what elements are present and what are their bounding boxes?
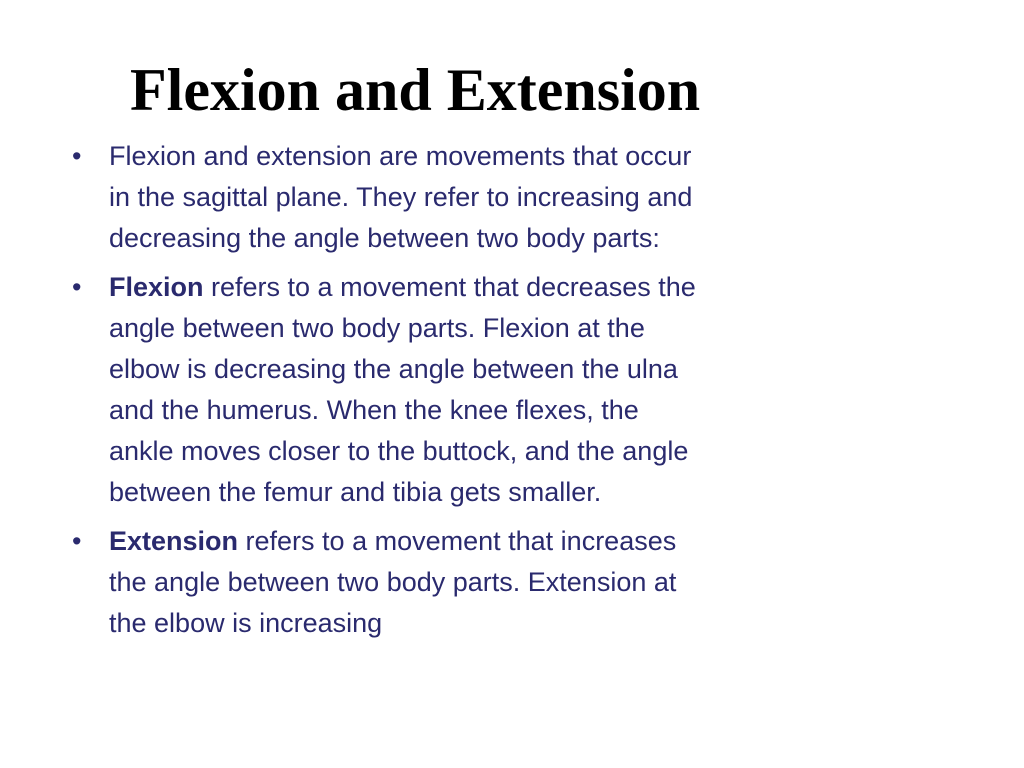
bullet-term: Flexion <box>109 272 204 302</box>
bullet-text <box>109 267 702 513</box>
bullet-term: Extension <box>109 526 239 556</box>
bullet-icon: • <box>72 141 82 171</box>
bullet-icon: • <box>72 526 82 556</box>
bullet-item-flexion <box>72 267 702 513</box>
bullet-item-intro <box>72 136 702 259</box>
bullet-icon: • <box>72 272 82 302</box>
slide-title: Flexion and Extension <box>130 57 701 123</box>
bullet-body: refers to a movement that decreases the angle between two body parts. Flexion at the elbow is decreasing the angle between the ulna and the humerus. When the knee flexes, the ankle moves closer to the buttock, and the angle between the femur and tibia gets smaller. <box>109 272 696 507</box>
bullet-body: refers to a movement that increases the angle between two body parts. Extension at the elbow is increasing <box>109 526 677 638</box>
bullet-body: Flexion and extension are movements that occur in the sagittal plane. They refer to increasing and decreasing the angle between two body parts: <box>109 141 693 253</box>
bullet-list <box>72 136 702 652</box>
bullet-text <box>109 521 702 644</box>
bullet-item-extension <box>72 521 702 644</box>
bullet-text <box>109 136 702 259</box>
